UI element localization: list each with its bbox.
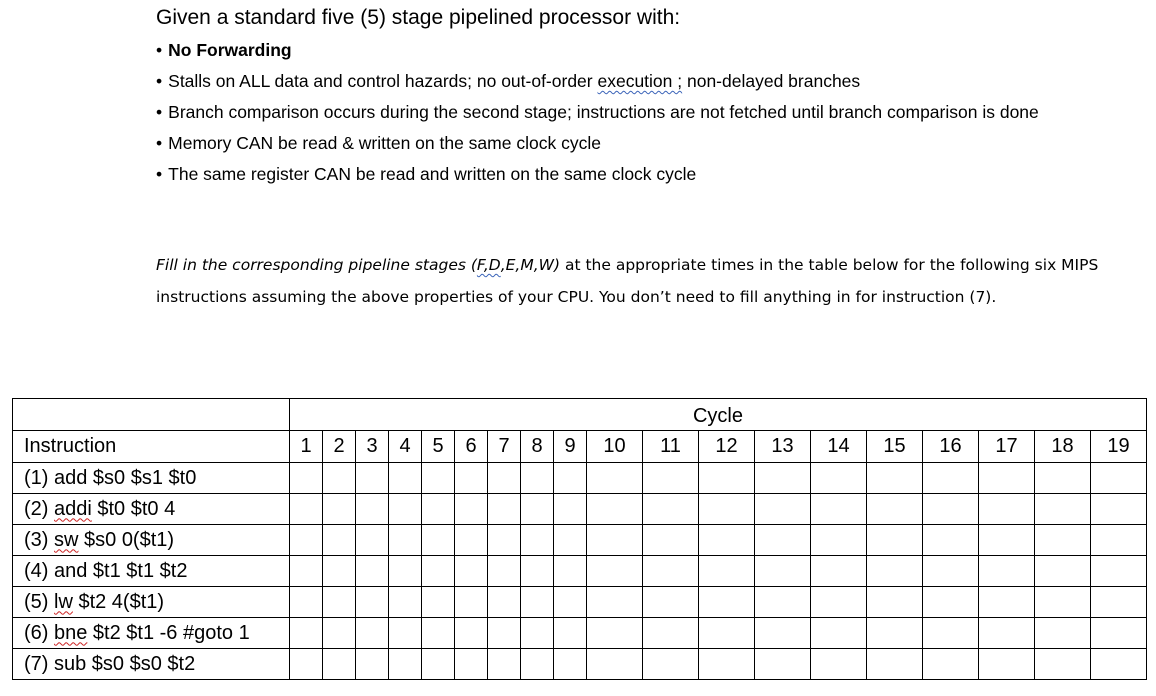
pipeline-stage-cell[interactable]: [979, 649, 1035, 680]
cycle-number-cell: 6: [455, 431, 488, 463]
pipeline-stage-cell[interactable]: [699, 618, 755, 649]
cycle-number-cell: 17: [979, 431, 1035, 463]
pipeline-stage-cell[interactable]: [699, 525, 755, 556]
pipeline-stage-cell[interactable]: [643, 463, 699, 494]
instruction-row: [13, 587, 1147, 618]
pipeline-stage-cell[interactable]: [979, 494, 1035, 525]
pipeline-stage-cell[interactable]: [699, 587, 755, 618]
pipeline-stage-cell[interactable]: [867, 463, 923, 494]
pipeline-stage-cell[interactable]: [1091, 525, 1147, 556]
pipeline-stage-cell[interactable]: [422, 463, 455, 494]
pipeline-stage-cell[interactable]: [755, 494, 811, 525]
cycle-title-row: [13, 399, 1147, 431]
pipeline-stage-cell[interactable]: [455, 556, 488, 587]
instruction-operands: $t0 $t0 4: [91, 497, 176, 520]
pipeline-stage-cell[interactable]: [1091, 556, 1147, 587]
instruction-operands: $t2 $t1 -6 #goto 1: [87, 621, 250, 644]
pipeline-stage-cell[interactable]: [323, 649, 356, 680]
bullet-text: No Forwarding: [168, 40, 292, 60]
pipeline-stage-cell[interactable]: [554, 618, 587, 649]
pipeline-stage-cell[interactable]: [1035, 463, 1091, 494]
pipeline-stage-cell[interactable]: [389, 556, 422, 587]
pipeline-stage-cell[interactable]: [867, 587, 923, 618]
pipeline-stage-cell[interactable]: [356, 587, 389, 618]
pipeline-stage-cell[interactable]: [923, 649, 979, 680]
cycle-number-cell: 10: [587, 431, 643, 463]
bullet-stalls: • Stalls on ALL data and control hazards; no out-of-order execution ; non-delayed branches: [156, 71, 861, 91]
pipeline-stage-cell[interactable]: [587, 556, 643, 587]
pipeline-stage-cell[interactable]: [755, 556, 811, 587]
pipeline-stage-cell[interactable]: [422, 494, 455, 525]
instruction-opcode: addi: [54, 497, 92, 520]
cycle-number-cell: 8: [521, 431, 554, 463]
cycle-number-cell: 18: [1035, 431, 1091, 463]
pipeline-stage-cell[interactable]: [422, 525, 455, 556]
cycle-number-cell: 7: [488, 431, 521, 463]
pipeline-stage-cell[interactable]: [290, 618, 323, 649]
pipeline-stage-cell[interactable]: [488, 649, 521, 680]
pipeline-stage-cell[interactable]: [699, 463, 755, 494]
pipeline-stage-cell[interactable]: [811, 525, 867, 556]
pipeline-stage-cell[interactable]: [422, 556, 455, 587]
problem-heading: Given a standard five (5) stage pipelined processor with:: [156, 6, 681, 29]
pipeline-table: [12, 398, 1147, 680]
cycle-number-cell: 9: [554, 431, 587, 463]
pipeline-stage-cell[interactable]: [755, 618, 811, 649]
pipeline-stage-cell[interactable]: [811, 649, 867, 680]
cycle-number-row: [13, 431, 1147, 463]
bullet-text: Memory CAN be read & written on the same clock cycle: [168, 133, 601, 153]
cycle-number-cell: 15: [867, 431, 923, 463]
pipeline-stage-cell[interactable]: [1091, 649, 1147, 680]
pipeline-stage-cell[interactable]: [521, 494, 554, 525]
pipeline-stage-cell[interactable]: [979, 556, 1035, 587]
cycle-number-cell: 16: [923, 431, 979, 463]
instruction-operands: $s0 0($t1): [78, 528, 175, 551]
pipeline-stage-cell[interactable]: [389, 618, 422, 649]
instruction-label: [13, 649, 290, 680]
instruction-number: (1): [24, 466, 54, 489]
pipeline-stage-cell[interactable]: [643, 587, 699, 618]
pipeline-stage-cell[interactable]: [811, 556, 867, 587]
bullet-text: non-delayed branches: [682, 71, 861, 91]
bullet-text: Stalls on ALL data and control hazards; no out-of-order: [168, 71, 598, 91]
pipeline-stage-cell[interactable]: [1035, 587, 1091, 618]
pipeline-stage-cell[interactable]: [1091, 463, 1147, 494]
pipeline-stage-cell[interactable]: [455, 649, 488, 680]
pipeline-stage-cell[interactable]: [554, 649, 587, 680]
pipeline-stage-cell[interactable]: [389, 463, 422, 494]
pipeline-stage-cell[interactable]: [923, 494, 979, 525]
pipeline-stage-cell[interactable]: [643, 525, 699, 556]
pipeline-stage-cell[interactable]: [587, 525, 643, 556]
cycle-header: Cycle: [290, 399, 1147, 431]
pipeline-stage-cell[interactable]: [1035, 649, 1091, 680]
instruction-operands: $s0 $s1 $t0: [87, 466, 197, 489]
cycle-number-cell: 1: [290, 431, 323, 463]
pipeline-stage-cell[interactable]: [587, 463, 643, 494]
instruction-row: [13, 463, 1147, 494]
pipeline-stage-cell[interactable]: [867, 494, 923, 525]
pipeline-stage-cell[interactable]: [521, 463, 554, 494]
pipeline-stage-cell[interactable]: [1035, 494, 1091, 525]
pipeline-stage-cell[interactable]: [323, 525, 356, 556]
instruction-label: [13, 494, 290, 525]
pipeline-stage-cell[interactable]: [521, 525, 554, 556]
instruction-row: [13, 525, 1147, 556]
pipeline-stage-cell[interactable]: [455, 587, 488, 618]
instructions-rest: at the appropriate times in the table below for the following six MIPS instructions assuming the above properties of your CPU. You don’t need to fill anything in for instruction (7).: [156, 256, 1099, 306]
cycle-number-cell: 3: [356, 431, 389, 463]
bullet-text: Branch comparison occurs during the second stage; instructions are not fetched until branch comparison is done: [168, 102, 1039, 122]
pipeline-stage-cell[interactable]: [587, 494, 643, 525]
instruction-number: (5): [24, 590, 54, 613]
pipeline-stage-cell[interactable]: [755, 463, 811, 494]
pipeline-stage-cell[interactable]: [356, 618, 389, 649]
pipeline-stage-cell[interactable]: [979, 587, 1035, 618]
pipeline-stage-cell[interactable]: [488, 463, 521, 494]
pipeline-stage-cell[interactable]: [643, 618, 699, 649]
pipeline-stage-cell[interactable]: [455, 494, 488, 525]
pipeline-stage-cell[interactable]: [923, 525, 979, 556]
cycle-number-cell: 4: [389, 431, 422, 463]
pipeline-stage-cell[interactable]: [455, 525, 488, 556]
pipeline-stage-cell[interactable]: [356, 463, 389, 494]
pipeline-stage-cell[interactable]: [1091, 587, 1147, 618]
pipeline-stage-cell[interactable]: [811, 463, 867, 494]
pipeline-stage-cell[interactable]: [488, 525, 521, 556]
instructions-italic: ,E,M,W): [500, 256, 561, 274]
instruction-label: [13, 587, 290, 618]
instruction-operands: $t2 4($t1): [72, 590, 165, 613]
pipeline-stage-cell[interactable]: [587, 649, 643, 680]
pipeline-stage-cell[interactable]: [587, 618, 643, 649]
instructions-italic-flagged: F,D: [476, 256, 501, 274]
bullet-text: The same register CAN be read and written on the same clock cycle: [168, 164, 697, 184]
pipeline-stage-cell[interactable]: [290, 463, 323, 494]
instruction-label: [13, 525, 290, 556]
instruction-number: (6): [24, 621, 54, 644]
pipeline-stage-cell[interactable]: [1091, 494, 1147, 525]
pipeline-stage-cell[interactable]: [643, 556, 699, 587]
empty-corner-cell: [13, 399, 290, 431]
pipeline-stage-cell[interactable]: [389, 587, 422, 618]
pipeline-stage-cell[interactable]: [811, 587, 867, 618]
instruction-header: Instruction: [13, 431, 290, 463]
pipeline-stage-cell[interactable]: [643, 649, 699, 680]
pipeline-stage-cell[interactable]: [290, 525, 323, 556]
pipeline-stage-cell[interactable]: [755, 587, 811, 618]
pipeline-stage-cell[interactable]: [554, 556, 587, 587]
pipeline-stage-cell[interactable]: [979, 463, 1035, 494]
cycle-number-cell: 19: [1091, 431, 1147, 463]
pipeline-stage-cell[interactable]: [323, 556, 356, 587]
pipeline-stage-cell[interactable]: [554, 463, 587, 494]
instruction-opcode: lw: [54, 590, 73, 613]
pipeline-stage-cell[interactable]: [811, 494, 867, 525]
instruction-number: (2): [24, 497, 54, 520]
cycle-number-cell: 14: [811, 431, 867, 463]
instruction-opcode: add: [54, 466, 88, 489]
pipeline-stage-cell[interactable]: [323, 587, 356, 618]
bullet-memory: • Memory CAN be read & written on the same clock cycle: [156, 133, 601, 153]
pipeline-stage-cell[interactable]: [356, 494, 389, 525]
pipeline-stage-cell[interactable]: [488, 587, 521, 618]
pipeline-stage-cell[interactable]: [923, 618, 979, 649]
pipeline-stage-cell[interactable]: [699, 494, 755, 525]
pipeline-stage-cell[interactable]: [923, 463, 979, 494]
pipeline-stage-cell[interactable]: [455, 463, 488, 494]
pipeline-stage-cell[interactable]: [422, 618, 455, 649]
pipeline-stage-cell[interactable]: [422, 587, 455, 618]
pipeline-stage-cell[interactable]: [422, 649, 455, 680]
pipeline-stage-cell[interactable]: [521, 649, 554, 680]
instruction-opcode: sub: [54, 652, 87, 675]
instruction-label: [13, 618, 290, 649]
pipeline-stage-cell[interactable]: [554, 587, 587, 618]
pipeline-stage-cell[interactable]: [356, 649, 389, 680]
pipeline-stage-cell[interactable]: [455, 618, 488, 649]
pipeline-stage-cell[interactable]: [1091, 618, 1147, 649]
pipeline-stage-cell[interactable]: [356, 525, 389, 556]
pipeline-stage-cell[interactable]: [554, 525, 587, 556]
grammar-flagged-text: execution ;: [597, 71, 683, 91]
cycle-number-cell: 13: [755, 431, 811, 463]
pipeline-stage-cell[interactable]: [755, 525, 811, 556]
pipeline-stage-cell[interactable]: [323, 463, 356, 494]
pipeline-stage-cell[interactable]: [867, 649, 923, 680]
pipeline-stage-cell[interactable]: [488, 556, 521, 587]
pipeline-stage-cell[interactable]: [699, 649, 755, 680]
pipeline-stage-cell[interactable]: [521, 556, 554, 587]
pipeline-stage-cell[interactable]: [290, 649, 323, 680]
instruction-operands: $s0 $s0 $t2: [86, 652, 196, 675]
instruction-number: (3): [24, 528, 54, 551]
pipeline-stage-cell[interactable]: [587, 587, 643, 618]
instruction-opcode: and: [54, 559, 88, 582]
instruction-operands: $t1 $t1 $t2: [87, 559, 188, 582]
instruction-row: [13, 618, 1147, 649]
pipeline-stage-cell[interactable]: [554, 494, 587, 525]
pipeline-stage-cell[interactable]: [290, 494, 323, 525]
pipeline-stage-cell[interactable]: [521, 587, 554, 618]
pipeline-stage-cell[interactable]: [488, 618, 521, 649]
bullet-register: • The same register CAN be read and written on the same clock cycle: [156, 164, 697, 184]
instruction-opcode: bne: [54, 621, 88, 644]
pipeline-stage-cell[interactable]: [867, 556, 923, 587]
instructions-italic: Fill in the corresponding pipeline stages (: [156, 256, 477, 274]
pipeline-stage-cell[interactable]: [979, 618, 1035, 649]
task-instructions: [156, 249, 1116, 313]
pipeline-stage-cell[interactable]: [323, 618, 356, 649]
pipeline-stage-cell[interactable]: [290, 556, 323, 587]
pipeline-stage-cell[interactable]: [923, 556, 979, 587]
bullet-branch-comparison: • Branch comparison occurs during the second stage; instructions are not fetched until branch comparison is done: [156, 102, 1039, 122]
instruction-row: [13, 556, 1147, 587]
bullet-no-forwarding: • No Forwarding: [156, 40, 292, 60]
pipeline-stage-cell[interactable]: [389, 494, 422, 525]
pipeline-stage-cell[interactable]: [867, 618, 923, 649]
pipeline-stage-cell[interactable]: [521, 618, 554, 649]
cycle-number-cell: 5: [422, 431, 455, 463]
pipeline-stage-cell[interactable]: [699, 556, 755, 587]
instruction-number: (4): [24, 559, 54, 582]
instruction-opcode: sw: [54, 528, 79, 551]
instruction-number: (7): [24, 652, 54, 675]
pipeline-stage-cell[interactable]: [389, 525, 422, 556]
pipeline-stage-cell[interactable]: [811, 618, 867, 649]
pipeline-stage-cell[interactable]: [867, 525, 923, 556]
pipeline-stage-cell[interactable]: [356, 556, 389, 587]
instruction-row: [13, 494, 1147, 525]
pipeline-stage-cell[interactable]: [488, 494, 521, 525]
pipeline-stage-cell[interactable]: [1035, 525, 1091, 556]
cycle-number-cell: 2: [323, 431, 356, 463]
instruction-row: [13, 649, 1147, 680]
cycle-number-cell: 11: [643, 431, 699, 463]
pipeline-stage-cell[interactable]: [290, 587, 323, 618]
pipeline-stage-cell[interactable]: [1035, 618, 1091, 649]
pipeline-stage-cell[interactable]: [643, 494, 699, 525]
instruction-label: [13, 556, 290, 587]
pipeline-stage-cell[interactable]: [923, 587, 979, 618]
instruction-label: [13, 463, 290, 494]
pipeline-stage-cell[interactable]: [1035, 556, 1091, 587]
pipeline-stage-cell[interactable]: [755, 649, 811, 680]
pipeline-stage-cell[interactable]: [323, 494, 356, 525]
pipeline-stage-cell[interactable]: [979, 525, 1035, 556]
processor-properties-list: [156, 35, 1086, 190]
cycle-number-cell: 12: [699, 431, 755, 463]
pipeline-stage-cell[interactable]: [389, 649, 422, 680]
